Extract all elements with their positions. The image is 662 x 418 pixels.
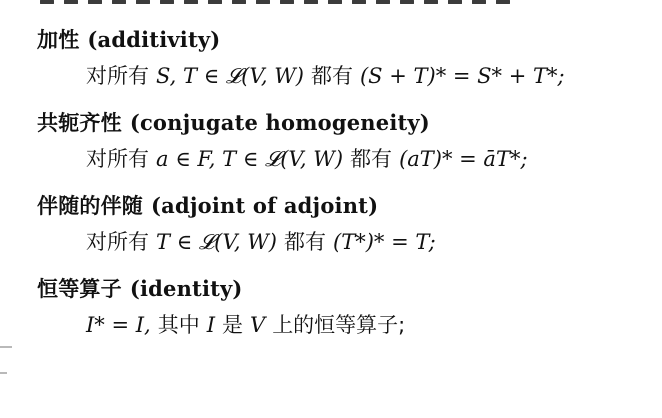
- statement-additivity-text-1: 对所有: [86, 64, 149, 88]
- statement-identity-text-3: 上的恒等算子;: [272, 313, 406, 337]
- heading-identity-en: (identity): [129, 276, 243, 301]
- heading-adjoint-of-adjoint: [37, 190, 378, 220]
- statement-adjoint-of-adjoint: [86, 226, 436, 256]
- heading-additivity-en: (additivity): [87, 27, 221, 52]
- statement-identity: [86, 309, 405, 339]
- statement-identity-math-2: I: [206, 313, 216, 337]
- statement-additivity-text-2: 都有: [310, 64, 353, 88]
- cropped-previous-line: [40, 0, 560, 4]
- heading-conjugate-homogeneity: [37, 107, 430, 137]
- heading-additivity-cn: 加性: [37, 28, 80, 52]
- statement-additivity: [86, 60, 565, 90]
- statement-conjugate-homogeneity-text-1: 对所有: [86, 147, 149, 171]
- heading-identity: [37, 273, 243, 303]
- scan-edge-mark: [0, 372, 7, 374]
- statement-adjoint-of-adjoint-text-1: 对所有: [86, 230, 149, 254]
- heading-adjoint-of-adjoint-en: (adjoint of adjoint): [151, 193, 379, 218]
- heading-additivity: [37, 24, 220, 54]
- statement-additivity-math-1: S, T ∈ 𝓛(V, W): [156, 64, 304, 88]
- statement-identity-text-2: 是: [222, 313, 244, 337]
- statement-conjugate-homogeneity-math-2: (aT)* = āT*;: [399, 147, 528, 171]
- scan-edge-mark: [0, 346, 12, 348]
- heading-conjugate-homogeneity-en: (conjugate homogeneity): [129, 110, 430, 135]
- heading-conjugate-homogeneity-cn: 共轭齐性: [37, 111, 122, 135]
- statement-conjugate-homogeneity-text-2: 都有: [350, 147, 393, 171]
- heading-identity-cn: 恒等算子: [37, 277, 122, 301]
- statement-conjugate-homogeneity: [86, 143, 528, 173]
- heading-adjoint-of-adjoint-cn: 伴随的伴随: [37, 194, 143, 218]
- statement-adjoint-of-adjoint-text-2: 都有: [284, 230, 326, 254]
- statement-additivity-math-2: (S + T)* = S* + T*;: [359, 64, 565, 88]
- statement-identity-math-1: I* = I,: [86, 313, 151, 337]
- statement-adjoint-of-adjoint-math-2: (T*)* = T;: [333, 230, 436, 254]
- statement-identity-math-3: V: [250, 313, 266, 337]
- statement-adjoint-of-adjoint-math-1: T ∈ 𝓛(V, W): [156, 230, 277, 254]
- statement-conjugate-homogeneity-math-1: a ∈ F, T ∈ 𝓛(V, W): [156, 147, 344, 171]
- statement-identity-text-1: 其中: [157, 313, 200, 337]
